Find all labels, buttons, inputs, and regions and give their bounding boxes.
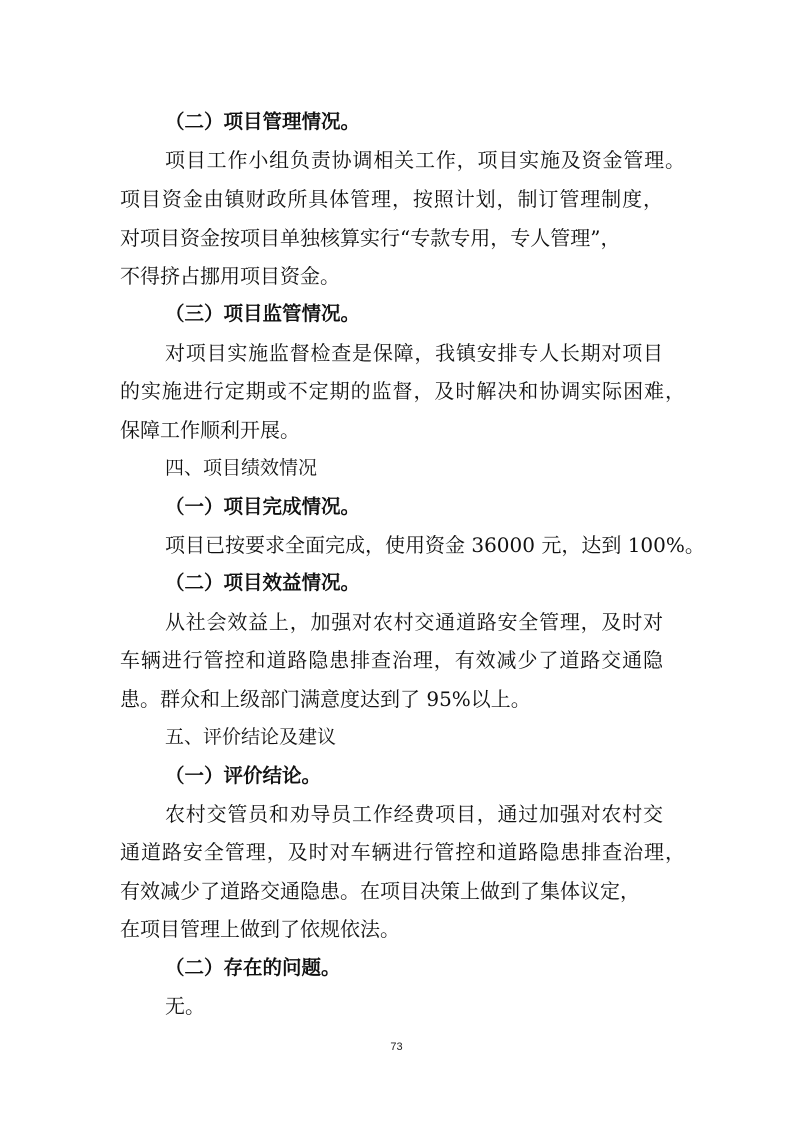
subheading-project-supervision: （三）项目监管情况。 <box>165 302 361 325</box>
page-number: 73 <box>390 1041 403 1053</box>
paragraph-line: 对项目资金按项目单独核算实行“专款专用，专人管理”， <box>120 226 621 250</box>
paragraph-line: 通道路安全管理，及时对车辆进行管控和道路隐患排查治理， <box>120 840 685 864</box>
subheading-benefit: （二）项目效益情况。 <box>165 571 361 594</box>
paragraph-line: 无。 <box>165 994 205 1018</box>
paragraph-line: 农村交管员和劝导员工作经费项目，通过加强对农村交 <box>165 802 663 826</box>
paragraph-line: 项目工作小组负责协调相关工作，项目实施及资金管理。 <box>165 148 685 172</box>
subheading-evaluation: （一）评价结论。 <box>165 764 322 787</box>
paragraph-line: 不得挤占挪用项目资金。 <box>120 264 340 288</box>
paragraph-line: 车辆进行管控和道路隐患排查治理，有效减少了道路交通隐 <box>120 648 663 672</box>
paragraph-line: 的实施进行定期或不定期的监督，及时解决和协调实际困难， <box>120 379 685 403</box>
paragraph-line: 保障工作顺利开展。 <box>120 418 300 442</box>
paragraph-line: 在项目管理上做到了依规依法。 <box>120 917 400 941</box>
subheading-problems: （二）存在的问题。 <box>165 956 341 979</box>
subheading-completion: （一）项目完成情况。 <box>165 495 361 518</box>
paragraph-line: 有效减少了道路交通隐患。在项目决策上做到了集体议定， <box>120 879 640 903</box>
paragraph-line: 对项目实施监督检查是保障，我镇安排专人长期对项目 <box>165 341 663 365</box>
section-heading-performance: 四、项目绩效情况 <box>165 457 318 479</box>
section-heading-conclusion: 五、评价结论及建议 <box>165 726 337 748</box>
paragraph-line: 患。群众和上级部门满意度达到了 95%以上。 <box>120 687 531 711</box>
paragraph-line: 项目已按要求全面完成，使用资金 36000 元，达到 100%。 <box>165 533 705 557</box>
subheading-project-management: （二）项目管理情况。 <box>165 110 361 133</box>
paragraph-line: 项目资金由镇财政所具体管理，按照计划，制订管理制度， <box>120 187 663 211</box>
paragraph-line: 从社会效益上，加强对农村交通道路安全管理，及时对 <box>165 610 663 634</box>
